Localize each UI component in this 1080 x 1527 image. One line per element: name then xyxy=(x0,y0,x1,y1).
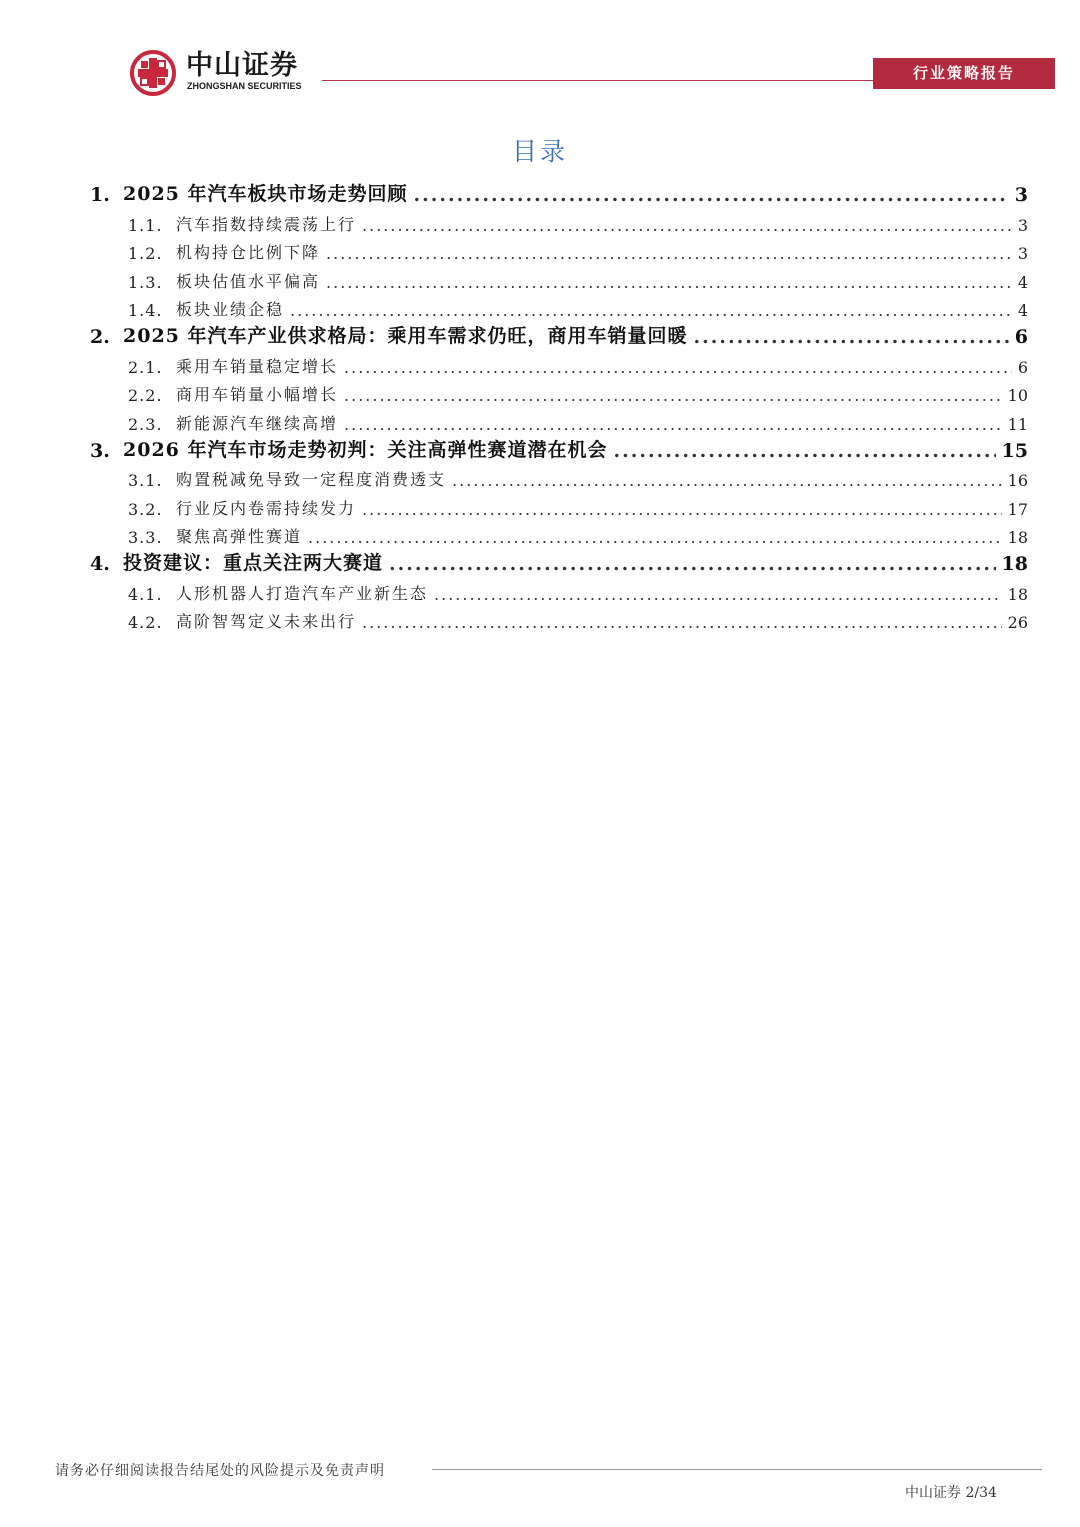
toc-number: 3. xyxy=(90,439,110,462)
toc-entry[interactable] xyxy=(90,434,1028,462)
toc-number: 2.1. xyxy=(128,357,163,377)
toc-leader-dots xyxy=(308,528,1002,547)
toc-page-number: 17 xyxy=(1007,499,1028,519)
toc-text: 板块估值水平偏高 xyxy=(176,271,321,291)
toc-page-number: 6 xyxy=(1014,326,1028,349)
toc-number: 3.3. xyxy=(128,528,163,548)
logo-chinese-name: 中山证券 xyxy=(186,50,298,81)
logo-english-name: ZHONGSHAN SECURITIES xyxy=(187,81,302,91)
toc-leader-dots xyxy=(414,184,1009,206)
toc-leader-dots xyxy=(344,358,1012,377)
footer-divider xyxy=(432,1469,1042,1470)
toc-page-number: 18 xyxy=(1007,584,1028,604)
toc-leader-dots xyxy=(344,415,1002,434)
toc-page-number: 10 xyxy=(1007,386,1028,406)
toc-entry[interactable] xyxy=(90,178,1028,206)
toc-page-number: 3 xyxy=(1017,215,1028,235)
toc-leader-dots xyxy=(326,273,1012,292)
toc-page-number: 6 xyxy=(1017,357,1028,377)
toc-leader-dots xyxy=(452,471,1002,490)
toc-page-number: 18 xyxy=(1007,528,1028,548)
toc-entry[interactable] xyxy=(90,206,1028,234)
risk-disclaimer-note: 请务必仔细阅读报告结尾处的风险提示及免责声明 xyxy=(55,1463,385,1479)
toc-entry[interactable] xyxy=(90,462,1028,490)
toc-text: 购置税减免导致一定程度消费透支 xyxy=(176,470,447,490)
toc-number: 1.4. xyxy=(128,300,163,320)
toc-entry[interactable] xyxy=(90,377,1028,405)
toc-text: 商用车销量小幅增长 xyxy=(176,385,339,405)
toc-page-number: 26 xyxy=(1007,613,1028,633)
toc-number: 2.3. xyxy=(128,414,163,434)
toc-number: 4.2. xyxy=(128,613,163,633)
toc-leader-dots xyxy=(344,386,1002,405)
toc-leader-dots xyxy=(389,553,996,575)
toc-text: 投资建议：重点关注两大赛道 xyxy=(123,552,384,575)
toc-page-number: 4 xyxy=(1017,272,1028,292)
toc-entry[interactable] xyxy=(90,604,1028,632)
toc-leader-dots xyxy=(362,500,1002,519)
toc-number: 2.2. xyxy=(128,386,163,406)
toc-entry[interactable] xyxy=(90,519,1028,547)
company-logo xyxy=(130,50,320,98)
toc-leader-dots xyxy=(362,613,1002,632)
toc-number: 1. xyxy=(90,184,110,207)
toc-number: 1.3. xyxy=(128,272,163,292)
toc-entry[interactable] xyxy=(90,348,1028,376)
toc-number: 3.1. xyxy=(128,471,163,491)
toc-text: 2025 年汽车板块市场走势回顾 xyxy=(123,183,408,206)
toc-number: 1.2. xyxy=(128,244,163,264)
toc-leader-dots xyxy=(434,585,1002,604)
toc-list xyxy=(90,178,1028,632)
toc-text: 2026 年汽车市场走势初判：关注高弹性赛道潜在机会 xyxy=(123,438,608,461)
toc-page-number: 4 xyxy=(1017,300,1028,320)
toc-leader-dots xyxy=(326,244,1012,263)
toc-entry[interactable] xyxy=(90,575,1028,603)
toc-text: 2025 年汽车产业供求格局：乘用车需求仍旺，商用车销量回暖 xyxy=(123,325,688,348)
toc-text: 板块业绩企稳 xyxy=(176,299,285,319)
footer-page-number: 中山证券 2/34 xyxy=(905,1485,997,1501)
toc-text: 新能源汽车继续高增 xyxy=(176,413,339,433)
report-type-badge: 行业策略报告 xyxy=(873,58,1055,89)
toc-page-number: 3 xyxy=(1014,184,1028,207)
toc-number: 2. xyxy=(90,326,110,349)
toc-leader-dots xyxy=(614,440,996,462)
toc-page-number: 15 xyxy=(1001,439,1028,462)
zhongshan-logo-icon xyxy=(130,50,176,96)
toc-entry[interactable] xyxy=(90,405,1028,433)
toc-number: 1.1. xyxy=(128,215,163,235)
toc-entry[interactable] xyxy=(90,263,1028,291)
header-divider xyxy=(322,80,874,81)
toc-page-number: 16 xyxy=(1007,471,1028,491)
toc-text: 聚焦高弹性赛道 xyxy=(176,527,303,547)
toc-page-number: 18 xyxy=(1001,553,1028,576)
toc-leader-dots xyxy=(694,326,1009,348)
toc-leader-dots xyxy=(290,301,1012,320)
toc-number: 4. xyxy=(90,553,110,576)
toc-text: 机构持仓比例下降 xyxy=(176,243,321,263)
toc-text: 人形机器人打造汽车产业新生态 xyxy=(176,583,429,603)
toc-page-number: 3 xyxy=(1017,244,1028,264)
toc-entry[interactable] xyxy=(90,490,1028,518)
toc-number: 3.2. xyxy=(128,499,163,519)
toc-entry[interactable] xyxy=(90,292,1028,320)
toc-title: 目录 xyxy=(511,137,568,166)
toc-entry[interactable] xyxy=(90,547,1028,575)
toc-leader-dots xyxy=(362,216,1012,235)
toc-text: 汽车指数持续震荡上行 xyxy=(176,214,357,234)
toc-page-number: 11 xyxy=(1007,414,1028,434)
toc-text: 乘用车销量稳定增长 xyxy=(176,356,339,376)
toc-number: 4.1. xyxy=(128,584,163,604)
toc-entry[interactable] xyxy=(90,235,1028,263)
toc-text: 行业反内卷需持续发力 xyxy=(176,498,357,518)
toc-entry[interactable] xyxy=(90,320,1028,348)
toc-text: 高阶智驾定义未来出行 xyxy=(176,612,357,632)
